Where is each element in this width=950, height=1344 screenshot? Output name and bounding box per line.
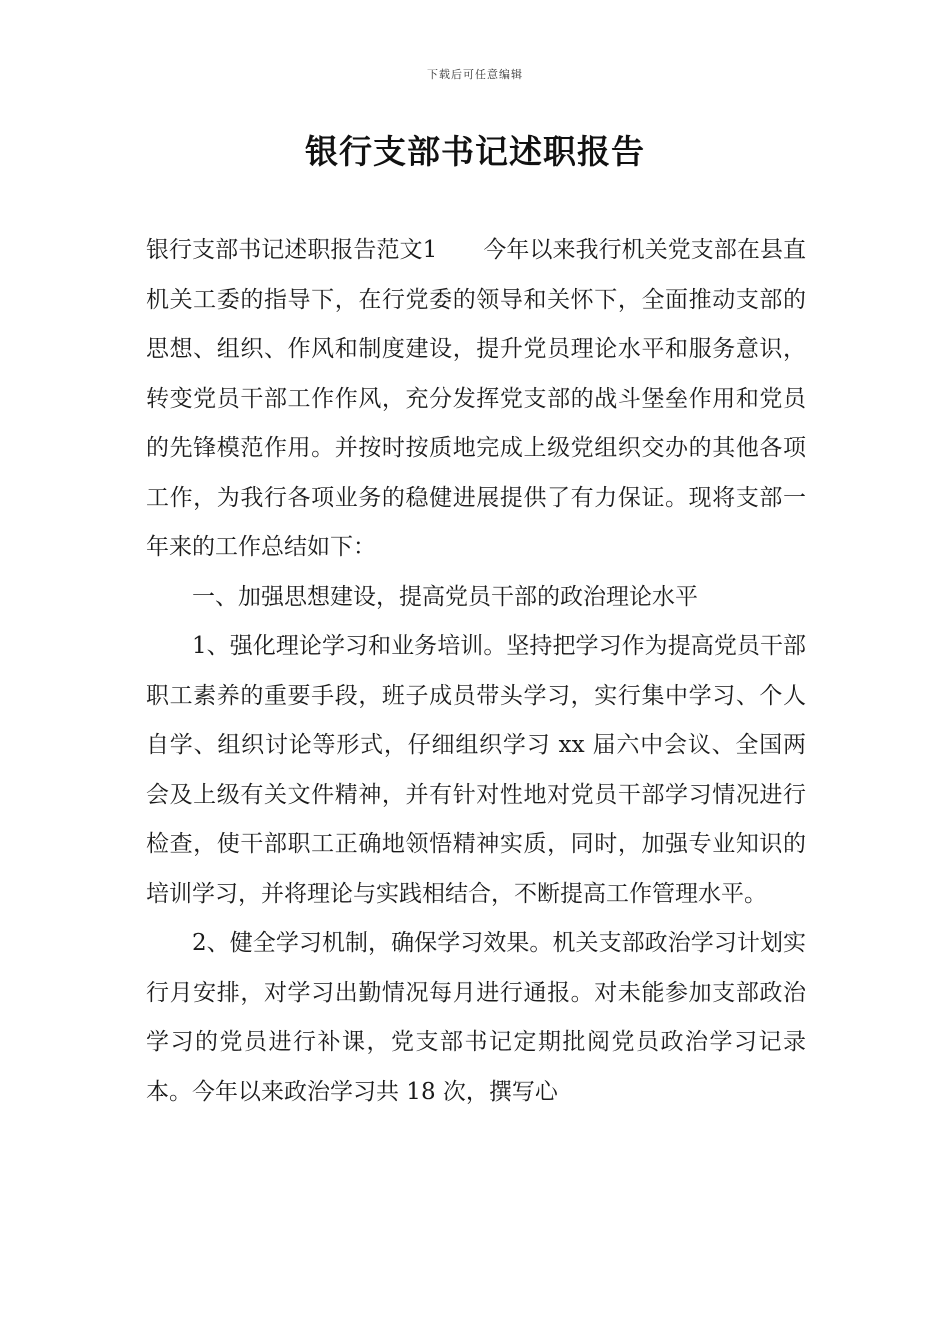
header-note: 下载后可任意编辑: [427, 68, 523, 81]
paragraph-intro: 银行支部书记述职报告范文1 今年以来我行机关党支部在县直机关工委的指导下，在行党委的领导和关怀下，全面推动支部的思想、组织、作风和制度建设，提升党员理论水平和服务意识，转变党员干部工作作风，充分发挥党支部的战斗堡垒作用和党员的先锋模范作用。并按时按质地完成上级党组织交办的其他各项工作，为我行各项业务的稳健进展提供了有力保证。现将支部一年来的工作总结如下：: [146, 237, 806, 560]
document-title: 银行支部书记述职报告: [305, 132, 645, 171]
document-body: [146, 226, 806, 1117]
section-heading: 一、加强思想建设，提高党员干部的政治理论水平: [192, 583, 698, 610]
paragraph-item-2: 2、健全学习机制，确保学习效果。机关支部政治学习计划实行月安排，对学习出勤情况每月进行通报。对未能参加支部政治学习的党员进行补课，党支部书记定期批阅党员政治学习记录本。今年以来政治学习共 18 次，撰写心: [146, 930, 806, 1105]
paragraph-item-1: 1、强化理论学习和业务培训。坚持把学习作为提高党员干部职工素养的重要手段，班子成员带头学习，实行集中学习、个人自学、组织讨论等形式，仔细组织学习 xx 届六中会议、全国两会及上级有关文件精神，并有针对性地对党员干部学习情况进行检查，使干部职工正确地领悟精神实质，同时，加强专业知识的培训学习，并将理论与实践相结合，不断提高工作管理水平。: [146, 633, 806, 907]
